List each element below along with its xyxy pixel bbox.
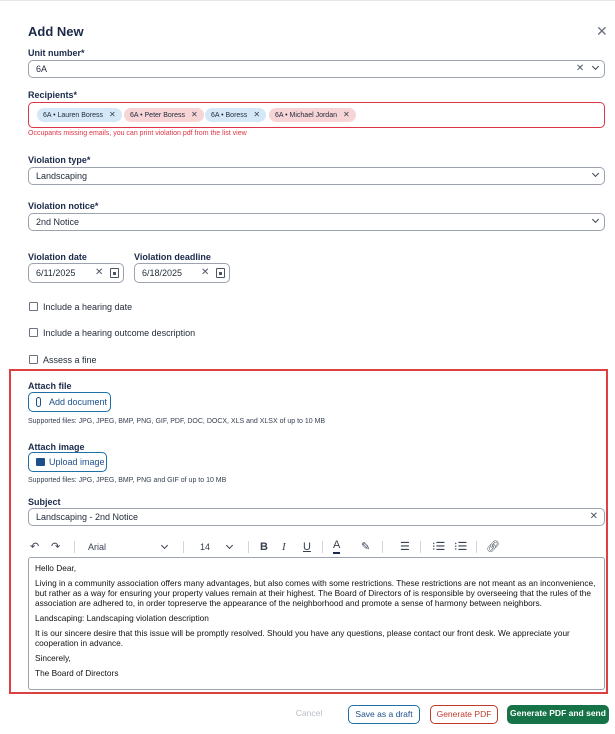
- chevron-down-icon[interactable]: [161, 542, 168, 549]
- bold-icon[interactable]: B: [260, 541, 268, 553]
- message-editor[interactable]: [28, 557, 605, 690]
- hearing-date-checkbox[interactable]: Include a hearing date: [29, 302, 132, 312]
- remove-chip-icon[interactable]: ✕: [253, 110, 261, 119]
- recipients-field[interactable]: [28, 102, 605, 128]
- clear-icon[interactable]: ✕: [589, 511, 598, 522]
- chevron-down-icon[interactable]: [592, 216, 599, 223]
- editor-paragraph: Living in a community association offers many advantages, but also comes with some restrictions. These restrictions are not meant as an inconvenience, but rather as a way for ensuring your property values remain at their highest. The Board of Directors of is responsible by overseeing that the rules of the association are adhered to, in order topreserve the appearance of the neighborhood and promote a sense of harmony between neighbors.: [35, 578, 596, 608]
- add-document-button[interactable]: Add document: [28, 392, 111, 412]
- chevron-down-icon[interactable]: [592, 63, 599, 70]
- violation-notice-label: Violation notice*: [28, 201, 99, 211]
- remove-chip-icon[interactable]: ✕: [109, 110, 116, 119]
- calendar-icon[interactable]: [216, 268, 225, 278]
- align-icon[interactable]: ☰: [400, 541, 410, 553]
- font-size-select[interactable]: 14: [200, 542, 211, 552]
- unit-number-select[interactable]: [28, 60, 605, 78]
- cancel-button[interactable]: Cancel: [295, 708, 323, 718]
- recipient-chip[interactable]: 6A • Lauren Boress ✕: [37, 108, 122, 122]
- generate-pdf-button[interactable]: Generate PDF: [430, 705, 498, 724]
- subject-label: Subject: [28, 497, 61, 507]
- numbered-list-icon[interactable]: ⁝☰: [454, 541, 468, 553]
- redo-icon[interactable]: ↷: [51, 541, 61, 553]
- highlight-icon[interactable]: ✎: [361, 541, 371, 553]
- checkbox[interactable]: [29, 355, 38, 364]
- font-family-select[interactable]: Arial: [88, 542, 107, 552]
- top-divider: [0, 0, 615, 1]
- subject-value: Landscaping - 2nd Notice: [36, 512, 139, 522]
- unit-number-value: 6A: [36, 64, 48, 74]
- clear-icon[interactable]: ✕: [201, 267, 210, 278]
- hearing-outcome-checkbox[interactable]: Include a hearing outcome description: [29, 328, 195, 338]
- editor-paragraph: Hello Dear,: [35, 563, 77, 573]
- save-draft-button[interactable]: Save as a draft: [348, 705, 420, 724]
- violation-date-label: Violation date: [28, 252, 87, 262]
- editor-paragraph: It is our sincere desire that this issue will be promptly resolved. Should you have any questions, please contact our front desk. We appreciate your cooperation in advance.: [35, 628, 570, 648]
- violation-deadline-value: 6/18/2025: [142, 268, 183, 278]
- violation-type-label: Violation type*: [28, 155, 91, 165]
- clear-icon[interactable]: ✕: [95, 267, 104, 278]
- unit-number-label: Unit number*: [28, 48, 85, 58]
- violation-deadline-label: Violation deadline: [134, 252, 211, 262]
- link-icon[interactable]: 🔗︎: [486, 541, 500, 553]
- violation-type-select[interactable]: [28, 167, 605, 185]
- italic-icon[interactable]: I: [282, 541, 286, 553]
- bulleted-list-icon[interactable]: ⁝☰: [432, 541, 446, 553]
- violation-date-input[interactable]: [28, 263, 124, 283]
- editor-paragraph: The Board of Directors: [35, 668, 119, 678]
- recipient-chip[interactable]: 6A • Peter Boress ✕: [124, 108, 204, 122]
- attach-file-note: Supported files: JPG, JPEG, BMP, PNG, GIF, PDF, DOC, DOCX, XLS and XLSX of up to 10 MB: [28, 418, 326, 425]
- calendar-icon[interactable]: [110, 268, 119, 278]
- remove-chip-icon[interactable]: ✕: [343, 110, 350, 119]
- chevron-down-icon[interactable]: [592, 170, 599, 177]
- recipient-chip[interactable]: 6A • Michael Jordan ✕: [269, 108, 356, 122]
- assess-fine-checkbox[interactable]: Assess a fine: [29, 355, 97, 365]
- violation-date-value: 6/11/2025: [36, 268, 76, 278]
- clear-icon[interactable]: ✕: [575, 63, 585, 74]
- underline-icon[interactable]: U: [303, 541, 311, 553]
- violation-type-value: Landscaping: [36, 171, 88, 181]
- text-color-icon[interactable]: A: [333, 538, 340, 554]
- attach-image-note: Supported files: JPG, JPEG, BMP, PNG and GIF of up to 10 MB: [28, 477, 227, 484]
- checkbox[interactable]: [29, 328, 38, 337]
- paperclip-icon: [36, 397, 41, 407]
- editor-toolbar: [28, 538, 605, 556]
- recipients-error: Occupants missing emails, you can print violation pdf from the list view: [28, 130, 247, 137]
- attach-image-label: Attach image: [28, 442, 85, 452]
- close-icon[interactable]: ✕: [596, 23, 608, 39]
- violation-deadline-input[interactable]: [134, 263, 230, 283]
- recipients-label: Recipients*: [28, 90, 78, 100]
- remove-chip-icon[interactable]: ✕: [190, 110, 198, 119]
- upload-image-button[interactable]: Upload image: [28, 452, 107, 472]
- image-icon: [36, 458, 45, 466]
- undo-icon[interactable]: ↶: [30, 541, 40, 553]
- subject-input[interactable]: [28, 508, 605, 526]
- violation-notice-select[interactable]: [28, 213, 605, 231]
- attach-file-label: Attach file: [28, 381, 72, 391]
- dialog-title: Add New: [28, 24, 84, 39]
- checkbox[interactable]: [29, 302, 38, 311]
- editor-paragraph: Landscaping: Landscaping violation description: [35, 613, 209, 623]
- editor-paragraph: Sincerely,: [35, 653, 71, 663]
- violation-notice-value: 2nd Notice: [36, 217, 80, 227]
- recipient-chip[interactable]: 6A • Boress ✕: [205, 108, 266, 122]
- chevron-down-icon[interactable]: [226, 542, 233, 549]
- generate-pdf-send-button[interactable]: Generate PDF and send: [507, 705, 609, 724]
